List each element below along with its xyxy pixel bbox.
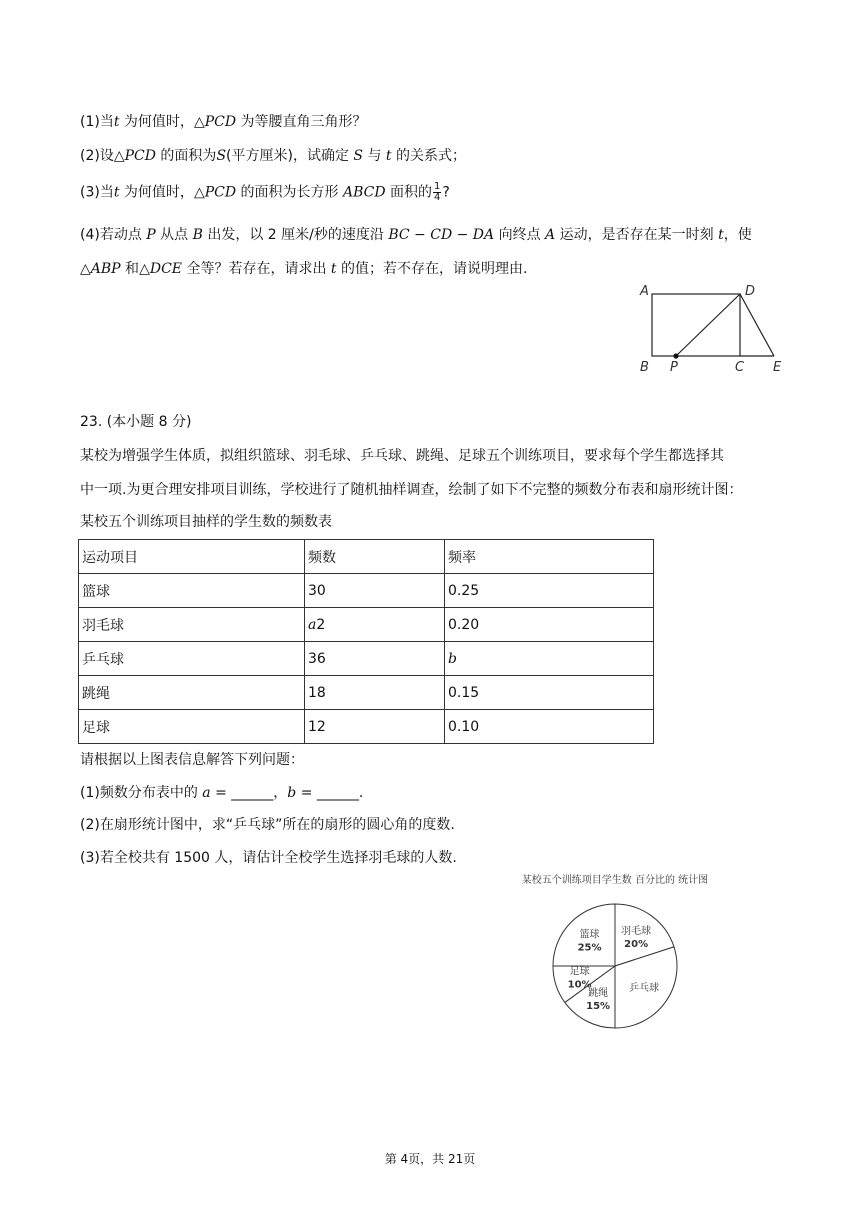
q23-sub-3: (3)若全校共有 1500 人，请估计全校学生选择羽毛球的人数. — [80, 850, 457, 866]
pie-label-jump-rope: 跳绳 — [588, 988, 609, 1000]
question-4-line-2: △ABP 和△DCE 全等？若存在，请求出 t 的值；若不存在，请说明理由. — [80, 261, 528, 277]
question-1: (1)当t 为何值时，△PCD 为等腰直角三角形？ — [80, 114, 367, 130]
geometry-figure — [630, 280, 800, 380]
table-row — [79, 710, 654, 744]
frequency-table — [78, 539, 654, 744]
table-row — [79, 676, 654, 710]
cell-count: 12 — [305, 710, 445, 744]
cell-frequency: 0.15 — [445, 676, 654, 710]
pie-chart-title: 某校五个训练项目学生数 百分比的 统计图 — [521, 875, 709, 886]
cell-count: 18 — [305, 676, 445, 710]
table-row — [79, 608, 654, 642]
pie-percent-football: 10% — [567, 979, 592, 991]
q23-sub-2: (2)在扇形统计图中，求“乒乓球”所在的扇形的圆心角的度数. — [80, 817, 455, 833]
q23-intro-line-2: 中一项.为更合理安排项目训练，学校进行了随机抽样调查，绘制了如下不完整的频数分布表和扇形统计图： — [80, 482, 743, 498]
table-header-row — [79, 540, 654, 574]
q23-prompt: 请根据以上图表信息解答下列问题： — [80, 752, 304, 768]
label-p: P — [670, 360, 678, 375]
pie-label-badminton: 羽毛球 — [621, 925, 652, 937]
question-2: (2)设△PCD 的面积为S(平方厘米)，试确定 S 与 t 的关系式； — [80, 148, 466, 164]
cell-item: 羽毛球 — [79, 608, 305, 642]
table-title: 某校五个训练项目抽样的学生数的频数表 — [80, 514, 332, 530]
pie-chart — [480, 866, 750, 1036]
q23-sub-1: (1)频数分布表中的 a = ______，b = ______. — [80, 785, 364, 801]
label-a: A — [640, 284, 649, 299]
page-footer: 第 4页，共 21页 — [384, 1152, 476, 1166]
cell-frequency: b — [445, 642, 654, 676]
question-4-line-1: (4)若动点 P 从点 B 出发，以 2 厘米/秒的速度沿 BC − CD − DA 向终点 A 运动，是否存在某一时刻 t，使 — [80, 227, 752, 243]
label-e: E — [773, 360, 782, 375]
cell-frequency: 0.10 — [445, 710, 654, 744]
pie-label-table-tennis: 乒乓球 — [629, 983, 660, 995]
label-b: B — [640, 360, 649, 375]
header-item: 运动项目 — [79, 540, 305, 574]
segment-pd — [676, 294, 740, 356]
label-d: D — [745, 284, 756, 299]
cell-item: 跳绳 — [79, 676, 305, 710]
q23-intro-line-1: 某校为增强学生体质，拟组织篮球、羽毛球、乒乓球、跳绳、足球五个训练项目，要求每个学生都选择其 — [80, 448, 724, 464]
cell-count: 36 — [305, 642, 445, 676]
cell-frequency: 0.25 — [445, 574, 654, 608]
cell-item: 篮球 — [79, 574, 305, 608]
cell-item: 足球 — [79, 710, 305, 744]
cell-count: a2 — [305, 608, 445, 642]
pie-percent-jump-rope: 15% — [586, 1001, 611, 1013]
point-p-dot — [673, 353, 678, 358]
pie-percent-badminton: 20% — [624, 938, 649, 950]
cell-count: 30 — [305, 574, 445, 608]
header-frequency: 频率 — [445, 540, 654, 574]
question-3: (3)当t 为何值时，△PCD 的面积为长方形 ABCD 面积的 $\frac{1}{4}$ ? — [80, 181, 450, 203]
table-row — [79, 574, 654, 608]
header-count: 频数 — [305, 540, 445, 574]
q23-header: 23. (本小题 8 分) — [80, 414, 192, 430]
table-row — [79, 642, 654, 676]
pie-label-basketball: 篮球 — [579, 929, 600, 941]
cell-item: 乒乓球 — [79, 642, 305, 676]
fraction-one-quarter: $\frac{1}{4}$ — [434, 181, 441, 203]
segment-de — [740, 294, 774, 356]
rectangle-abcd — [652, 294, 740, 356]
label-c: C — [735, 360, 745, 375]
cell-frequency: 0.20 — [445, 608, 654, 642]
pie-label-football: 足球 — [569, 966, 590, 978]
pie-percent-basketball: 25% — [577, 942, 602, 954]
